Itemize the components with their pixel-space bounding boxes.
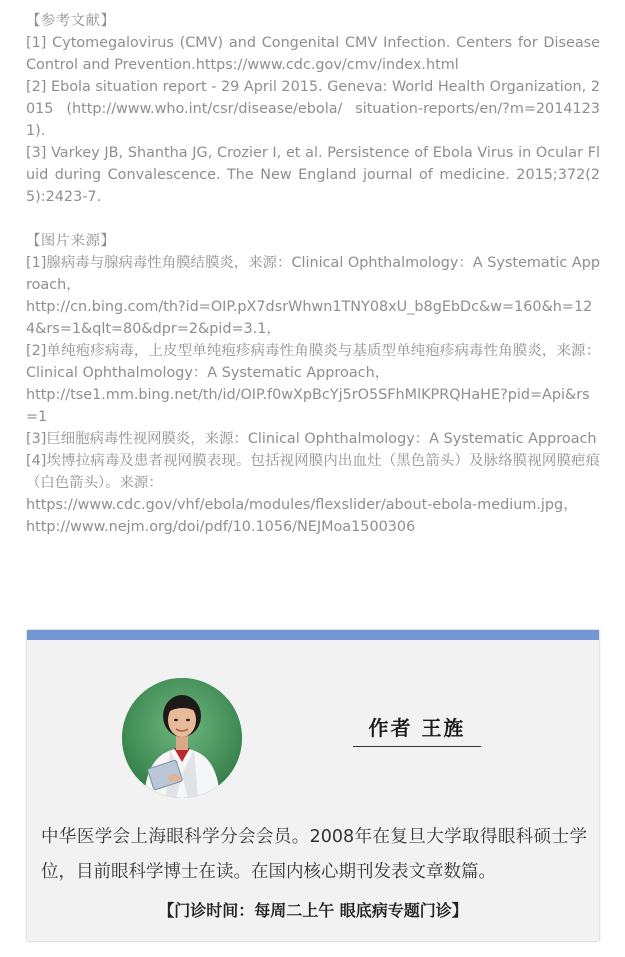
author-name-underline [353, 746, 481, 747]
image-source-url-4b: http://www.nejm.org/doi/pdf/10.1056/NEJMoa1500306 [26, 519, 416, 535]
image-source-item-1: [1]腺病毒与腺病毒性角膜结膜炎，来源：Clinical Ophthalmology：A Systematic Approach， [26, 255, 600, 293]
author-name: 作者 王旌 [368, 716, 466, 740]
author-bio: 中华医学会上海眼科学分会会员。2008年在复旦大学取得眼科硕士学位，目前眼科学博士在读。在国内核心期刊发表文章数篇。 [41, 827, 587, 882]
author-portrait-illustration [122, 678, 242, 798]
reference-item-2: [2] Ebola situation report - 29 April 2015. Geneva: World Health Organization, 2015 (http://www.who.int/csr/disease/ebola/ situation-reports/en/?m=20141231). [26, 79, 600, 139]
clinic-hours: 【门诊时间：每周二上午 眼底病专题门诊】 [158, 901, 468, 920]
image-source-item-3: [3]巨细胞病毒性视网膜炎，来源：Clinical Ophthalmology：A Systematic Approach [26, 431, 597, 447]
reference-item-3: [3] Varkey JB, Shantha JG, Crozier I, et al. Persistence of Ebola Virus in Ocular Fluid during Convalescence. The New England journal of medicine. 2015;372(25):2423-7. [26, 145, 600, 205]
image-source-url-2: http://tse1.mm.bing.net/th/id/OIP.f0wXpBcYj5rO5SFhMlKPRQHaHE?pid=Api&rs=1 [26, 387, 590, 425]
reference-item-1: [1] Cytomegalovirus (CMV) and Congenital CMV Infection. Centers for Disease Control and Prevention.https://www.cdc.gov/cmv/index.html [26, 35, 600, 73]
image-source-url-4a: https://www.cdc.gov/vhf/ebola/modules/flexslider/about-ebola-medium.jpg， [26, 497, 578, 513]
card-top-bar [27, 630, 599, 640]
image-sources-heading: 【图片来源】 [26, 233, 116, 249]
author-card [27, 630, 599, 941]
references-heading: 【参考文献】 [26, 13, 116, 29]
references-section [26, 10, 600, 538]
section-spacer [26, 208, 600, 230]
image-source-url-1: http://cn.bing.com/th?id=OIP.pX7dsrWhwn1TNY08xU_b8gEbDc&w=160&h=124&rs=1&qlt=80&dpr=2&pid=3.1， [26, 299, 593, 337]
image-source-item-4: [4]埃博拉病毒及患者视网膜表现。包括视网膜内出血灶（黑色箭头）及脉络膜视网膜疤痕（白色箭头）。来源： [26, 453, 600, 491]
author-avatar [122, 678, 242, 798]
image-source-item-2: [2]单纯疱疹病毒，上皮型单纯疱疹病毒性角膜炎与基质型单纯疱疹病毒性角膜炎，来源：Clinical Ophthalmology：A Systematic Approach， [26, 343, 600, 381]
